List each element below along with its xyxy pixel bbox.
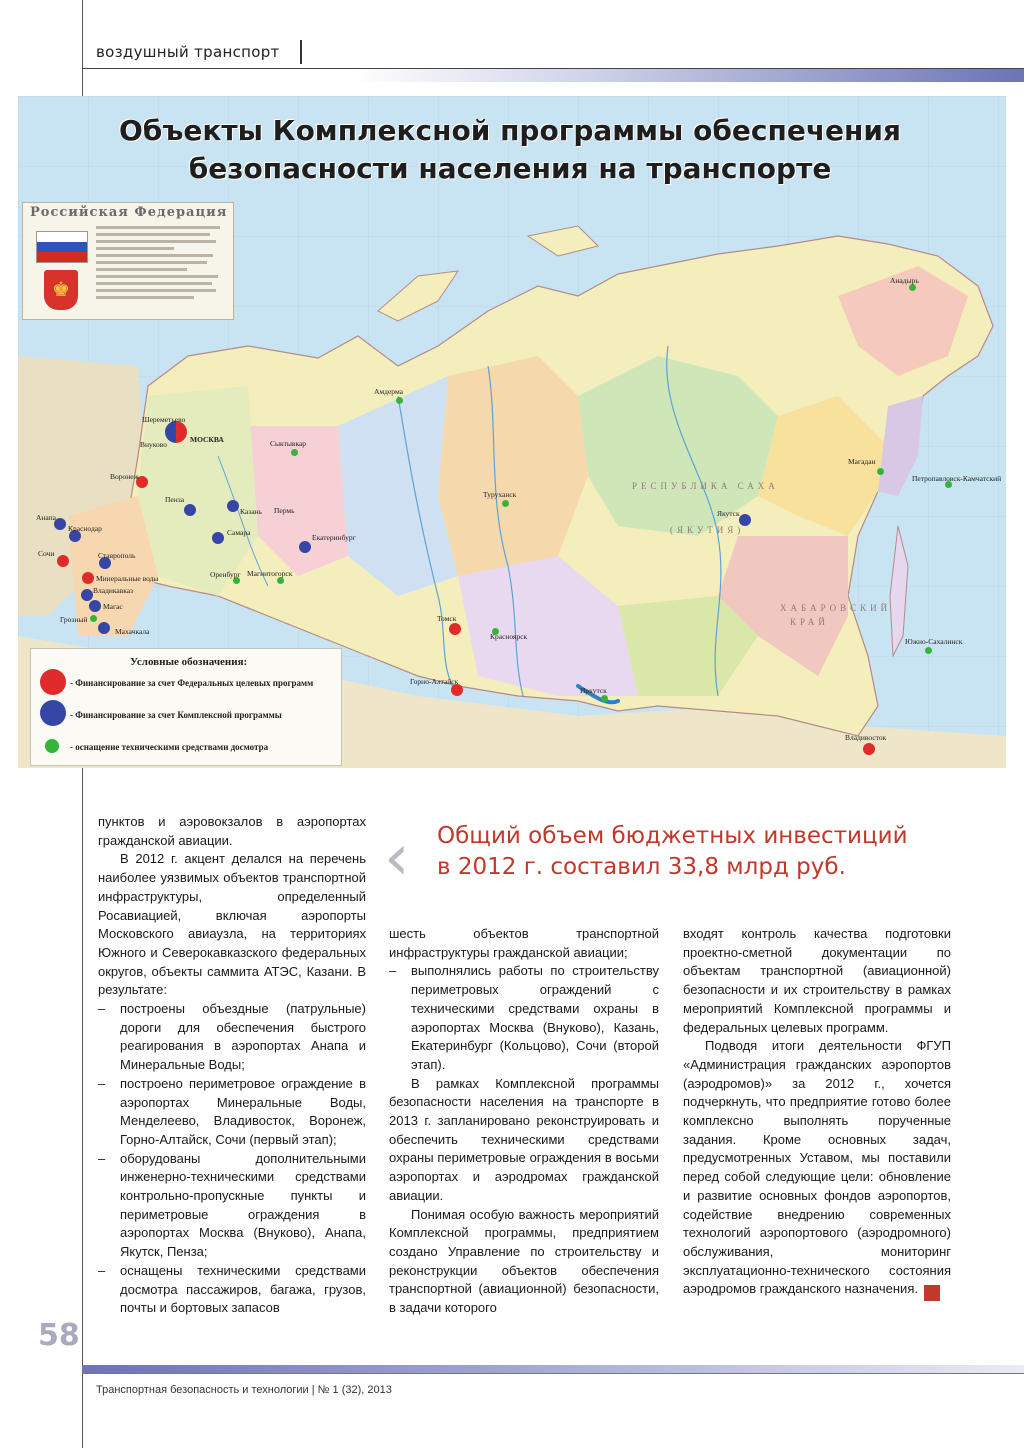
city-label: Магнитогорск: [247, 569, 293, 578]
city-label: Грозный: [60, 615, 88, 624]
region-label: (ЯКУТИЯ): [670, 525, 745, 535]
page-number: 58: [38, 1318, 80, 1353]
city-marker: [98, 622, 110, 634]
city-marker: [82, 572, 94, 584]
pull-quote-line: Общий объем бюджетных инвестиций: [437, 823, 908, 849]
quote-chevron-icon: ‹: [384, 821, 410, 895]
paragraph-text: Подводя итоги деятельности ФГУП «Администрация гражданских аэропортов (аэродромов)» за 2012 г., хочется подчеркнуть, что предприятие готово более комплексно выполнять порученные задания. Кроме основных задач, предусмотренных Уставом, мы поставили перед собой следующие цели: обновление и развитие основных фондов аэропортов, содействие внедрению современных технологий аэропортового (аэродромного) обслуживания, мониторинг эксплуатационно-технического состояния аэродромов гражданского назначения.: [683, 1038, 951, 1297]
city-marker: [184, 504, 196, 516]
city-marker: [877, 468, 884, 475]
rf-info-text-block: [96, 222, 226, 303]
section-rubric: воздушный транспорт: [96, 43, 280, 61]
footer-gradient-band: [82, 1365, 1024, 1373]
paragraph: [683, 1037, 966, 1301]
city-label: Шереметьево: [142, 415, 186, 424]
city-marker: [449, 623, 461, 635]
city-label: Краснодар: [68, 524, 102, 533]
city-marker: [90, 615, 97, 622]
city-label: Пермь: [274, 506, 295, 515]
city-marker: [396, 397, 403, 404]
city-label: Воронеж: [110, 472, 139, 481]
city-label: Южно-Сахалинск: [905, 637, 963, 646]
city-marker: [81, 589, 93, 601]
paragraph: В рамках Комплексной программы безопасности населения на транспорте в 2013 г. запланировано реконструировать и обеспечить техническими средствами охраны периметровые ограждения в восьми аэропортах и аэродромах гражданской авиации.: [389, 1075, 659, 1203]
city-marker: [57, 555, 69, 567]
bullet-item: – выполнялись работы по строительству периметровых ограждений с техническими средствами охраны в аэропортах Москва (Внуково), Казань, Екатеринбург (Кольцово), Сочи (второй этап).: [389, 962, 659, 1074]
footer-journal-info: Транспортная безопасность и технологии | № 1 (32), 2013: [96, 1384, 392, 1396]
city-label: Самара: [227, 528, 251, 537]
city-label: Владивосток: [845, 733, 887, 742]
city-label: Иркутск: [580, 686, 607, 695]
map-title-line: безопасности населения на транспорте: [188, 152, 832, 185]
footer-rule: [82, 1373, 1024, 1374]
city-label: Махачкала: [115, 627, 150, 636]
text-column-3: [683, 925, 966, 1301]
city-marker: [291, 449, 298, 456]
paragraph: шесть объектов транспортной инфраструктуры гражданской авиации;: [389, 926, 659, 960]
city-label: Амдерма: [374, 387, 403, 396]
city-marker: [165, 421, 187, 443]
paragraph: входят контроль качества подготовки проектно-сметной документации по объектам транспортной (авиационной) безопасности и их строительству в рамках мероприятий Комплексной программы и федеральных целевых программ.: [683, 926, 951, 1035]
rubric-divider: [300, 40, 302, 64]
city-label: Горно-Алтайск: [410, 677, 459, 686]
legend-label-complex: - Финансирование за счет Комплексной программы: [70, 710, 282, 720]
rf-info-title: Российская Федерация: [30, 205, 228, 220]
city-label: Анапа: [36, 513, 57, 522]
bullet-item: – оборудованы дополнительными инженерно-техническими средствами контрольно-пропускные пункты и периметровые ограждения в аэропортах Москва (Внуково), Анапа, Якутск, Пенза;: [98, 1150, 366, 1262]
header-gradient-band: [352, 69, 1024, 82]
russian-flag-icon: [36, 231, 88, 263]
region-label: РЕСПУБЛИКА САХА: [632, 481, 779, 491]
paragraph: В 2012 г. акцент делался на перечень наиболее уязвимых объектов транспортной инфраструктуры, определенный Росавиацией, включая аэропорты Московского авиаузла, на территориях Южного и Северокавказского федеральных округов, объекты саммита АТЭС, Казани. В результате:: [98, 851, 366, 998]
legend-dot-equipment: [45, 739, 59, 753]
city-marker: [227, 500, 239, 512]
city-label: Сочи: [38, 549, 55, 558]
city-marker: [299, 541, 311, 553]
legend-dot-federal: [40, 669, 66, 695]
city-label: Томск: [437, 614, 457, 623]
pull-quote: [437, 821, 957, 883]
paragraph: пунктов и аэровокзалов в аэропортах гражданской авиации.: [98, 814, 366, 848]
journal-logo-icon: ТБТ: [924, 1285, 940, 1301]
city-label: Оренбург: [210, 570, 241, 579]
bullet-item: – оснащены техническими средствами досмотра пассажиров, багажа, грузов, почты и бортовых запасов: [98, 1262, 366, 1318]
city-marker: [89, 600, 101, 612]
city-label: Казань: [240, 507, 262, 516]
city-label: Туруханск: [483, 490, 517, 499]
city-label: Ставрополь: [98, 551, 136, 560]
legend-title: Условные обозначения:: [130, 656, 248, 668]
text-column-2: [389, 925, 659, 1318]
city-label: Минеральные воды: [96, 574, 159, 583]
city-label: Магас: [103, 602, 123, 611]
region-label: ХАБАРОВСКИЙ: [780, 603, 892, 613]
map-title: [60, 112, 960, 188]
legend-label-federal: - Финансирование за счет Федеральных целевых программ: [70, 678, 314, 688]
map-title-line: Объекты Комплексной программы обеспечения: [119, 114, 901, 147]
eagle-icon: ♚: [52, 277, 70, 301]
city-label: Анадырь: [890, 276, 919, 285]
city-marker: [863, 743, 875, 755]
legend-dot-complex: [40, 700, 66, 726]
bullet-item: – построено периметровое ограждение в аэропортах Минеральные Воды, Менделеево, Владивосток, Воронеж, Горно-Алтайск, Сочи (первый этап);: [98, 1075, 366, 1150]
city-label: Петропавловск-Камчатский: [912, 474, 1002, 483]
city-label: Магадан: [848, 457, 876, 466]
city-marker: [739, 514, 751, 526]
city-label: Красноярск: [490, 632, 528, 641]
city-label: Якутск: [717, 509, 740, 518]
city-marker: [502, 500, 509, 507]
city-label: МОСКВА: [190, 435, 224, 444]
city-label: Пенза: [165, 495, 185, 504]
city-label: Екатеринбург: [312, 533, 356, 542]
city-label: Сыктывкар: [270, 439, 307, 448]
city-marker: [925, 647, 932, 654]
text-column-1: [98, 813, 366, 1318]
paragraph: Понимая особую важность мероприятий Комплексной программы, предприятием создано Управление по строительству и реконструкции объектов обеспечения транспортной (авиационной) безопасности, в задачи которого: [389, 1206, 659, 1316]
city-label: Владикавказ: [93, 586, 134, 595]
bullet-item: – построены объездные (патрульные) дороги для обеспечения быстрого реагирования в аэропортах Анапа и Минеральные Воды;: [98, 1000, 366, 1075]
city-marker: [212, 532, 224, 544]
city-label: Внуково: [140, 440, 168, 449]
legend-label-equipment: - оснащение техническими средствами досмотра: [70, 742, 269, 752]
city-marker: [601, 695, 608, 702]
region-label: КРАЙ: [790, 617, 829, 627]
pull-quote-line: в 2012 г. составил 33,8 млрд руб.: [437, 854, 846, 880]
